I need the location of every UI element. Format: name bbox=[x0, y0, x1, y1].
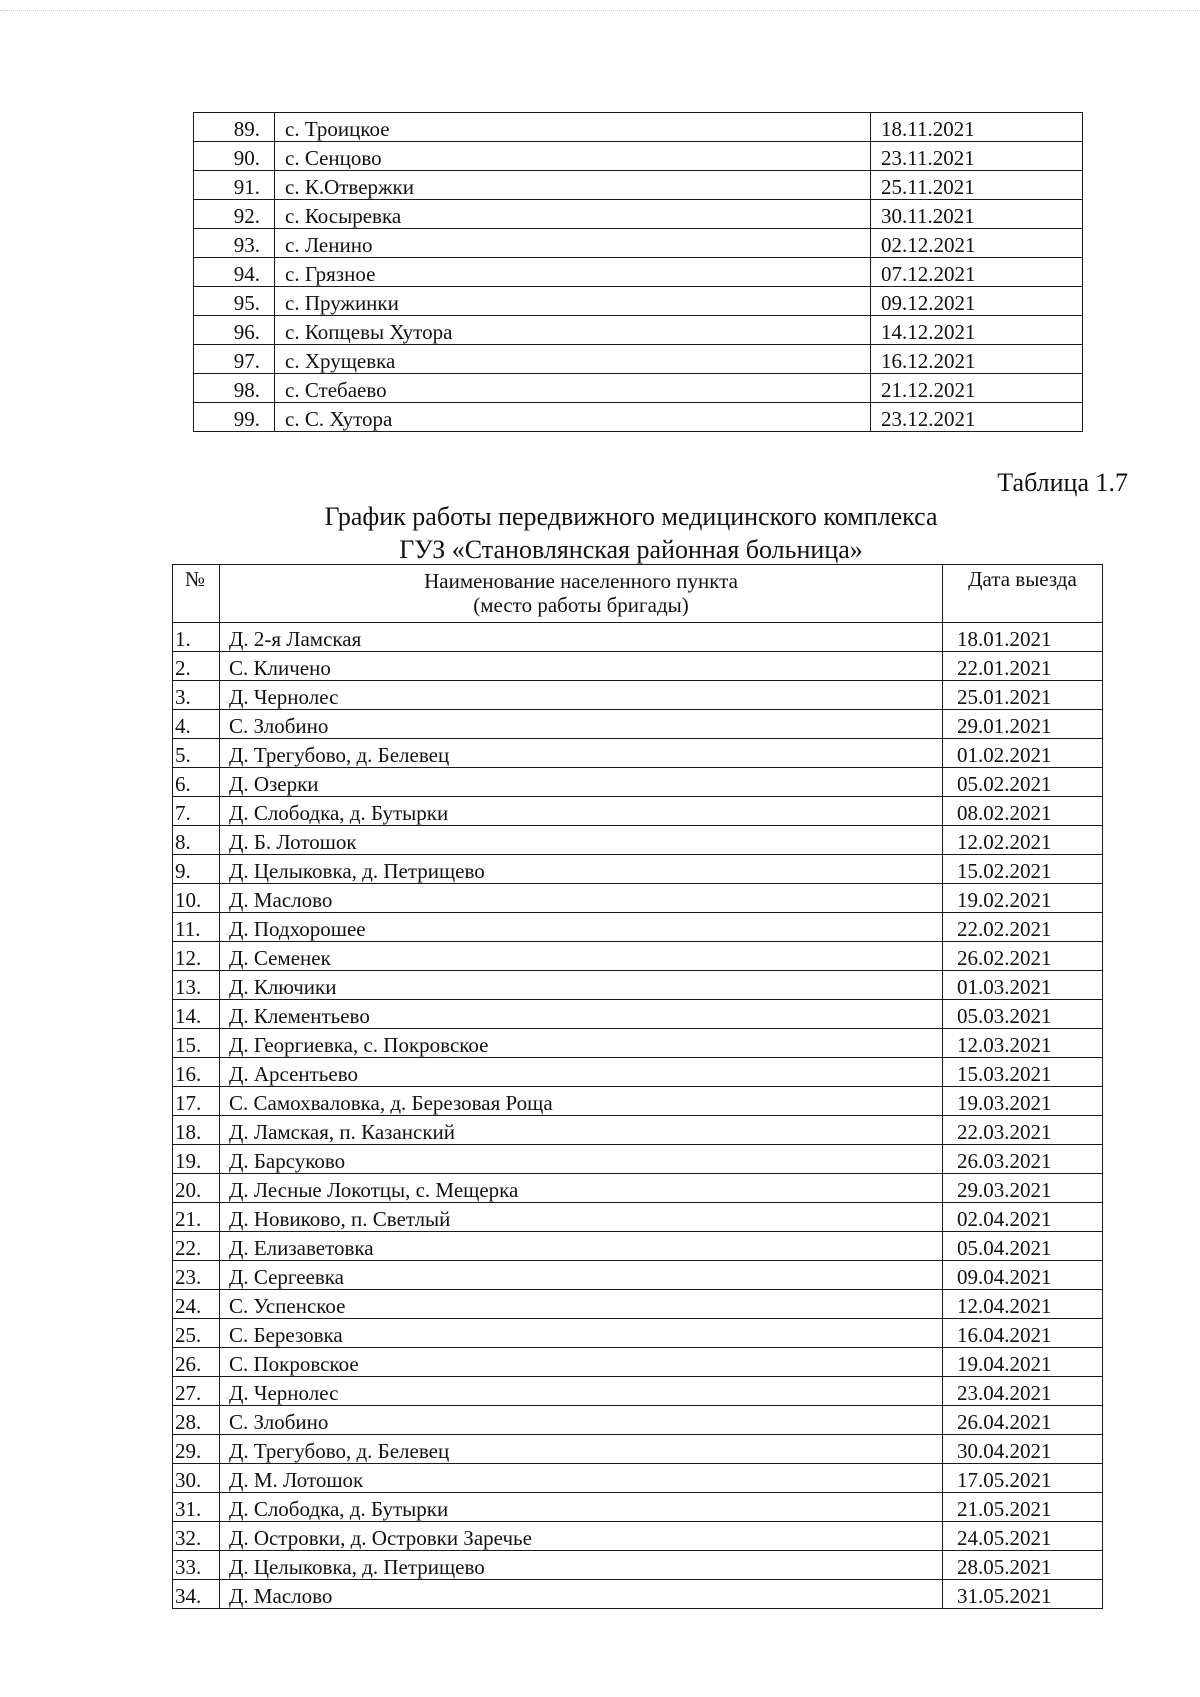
row-number: 21. bbox=[173, 1203, 220, 1232]
departure-date: 12.03.2021 bbox=[943, 1029, 1103, 1058]
departure-date: 26.02.2021 bbox=[943, 942, 1103, 971]
table-row bbox=[173, 913, 1103, 942]
table-number-label: Таблица 1.7 bbox=[997, 468, 1128, 497]
settlement-name: Д. Арсентьево bbox=[220, 1058, 943, 1087]
row-number: 90. bbox=[194, 142, 275, 171]
row-number: 15. bbox=[173, 1029, 220, 1058]
settlement-name: Д. Слободка, д. Бутырки bbox=[220, 797, 943, 826]
column-header-place-line-1: Наименование населенного пункта bbox=[424, 569, 738, 593]
table-row bbox=[173, 942, 1103, 971]
row-number: 10. bbox=[173, 884, 220, 913]
settlement-name: С. Кличено bbox=[220, 652, 943, 681]
settlement-name: Д. Елизаветовка bbox=[220, 1232, 943, 1261]
departure-date: 30.04.2021 bbox=[943, 1435, 1103, 1464]
table-row bbox=[173, 1493, 1103, 1522]
departure-date: 29.01.2021 bbox=[943, 710, 1103, 739]
settlement-name: Д. Клементьево bbox=[220, 1000, 943, 1029]
table-row bbox=[194, 113, 1083, 142]
row-number: 9. bbox=[173, 855, 220, 884]
column-header-place-line-2: (место работы бригады) bbox=[473, 593, 689, 618]
departure-date: 02.04.2021 bbox=[943, 1203, 1103, 1232]
departure-date: 07.12.2021 bbox=[871, 258, 1083, 287]
table-row bbox=[173, 1087, 1103, 1116]
table-row bbox=[194, 287, 1083, 316]
table-row bbox=[173, 1551, 1103, 1580]
settlement-name: с. Сенцово bbox=[275, 142, 871, 171]
column-header-date: Дата выезда bbox=[943, 565, 1103, 623]
row-number: 95. bbox=[194, 287, 275, 316]
departure-date: 01.02.2021 bbox=[943, 739, 1103, 768]
row-number: 22. bbox=[173, 1232, 220, 1261]
row-number: 29. bbox=[173, 1435, 220, 1464]
table-row bbox=[194, 345, 1083, 374]
row-number: 23. bbox=[173, 1261, 220, 1290]
settlement-name: Д. Сергеевка bbox=[220, 1261, 943, 1290]
departure-date: 31.05.2021 bbox=[943, 1580, 1103, 1609]
row-number: 19. bbox=[173, 1145, 220, 1174]
settlement-name: Д. Новиково, п. Светлый bbox=[220, 1203, 943, 1232]
settlement-name: Д. Островки, д. Островки Заречье bbox=[220, 1522, 943, 1551]
table-row bbox=[173, 1348, 1103, 1377]
row-number: 2. bbox=[173, 652, 220, 681]
departure-date: 28.05.2021 bbox=[943, 1551, 1103, 1580]
departure-date: 23.04.2021 bbox=[943, 1377, 1103, 1406]
table-row bbox=[173, 855, 1103, 884]
departure-date: 05.03.2021 bbox=[943, 1000, 1103, 1029]
table-row bbox=[194, 403, 1083, 432]
schedule-table-continued-body bbox=[194, 113, 1083, 432]
departure-date: 15.03.2021 bbox=[943, 1058, 1103, 1087]
row-number: 1. bbox=[173, 623, 220, 652]
row-number: 33. bbox=[173, 1551, 220, 1580]
departure-date: 15.02.2021 bbox=[943, 855, 1103, 884]
row-number: 7. bbox=[173, 797, 220, 826]
departure-date: 21.12.2021 bbox=[871, 374, 1083, 403]
settlement-name: с. Грязное bbox=[275, 258, 871, 287]
departure-date: 29.03.2021 bbox=[943, 1174, 1103, 1203]
row-number: 6. bbox=[173, 768, 220, 797]
settlement-name: Д. Георгиевка, с. Покровское bbox=[220, 1029, 943, 1058]
schedule-table-continued bbox=[193, 112, 1083, 432]
settlement-name: Д. Б. Лотошок bbox=[220, 826, 943, 855]
table-row bbox=[173, 652, 1103, 681]
column-header-place bbox=[220, 565, 943, 623]
settlement-name: Д. Целыковка, д. Петрищево bbox=[220, 855, 943, 884]
departure-date: 19.04.2021 bbox=[943, 1348, 1103, 1377]
departure-date: 12.04.2021 bbox=[943, 1290, 1103, 1319]
settlement-name: С. Самохваловка, д. Березовая Роща bbox=[220, 1087, 943, 1116]
settlement-name: Д. Трегубово, д. Белевец bbox=[220, 1435, 943, 1464]
departure-date: 26.03.2021 bbox=[943, 1145, 1103, 1174]
table-row bbox=[173, 681, 1103, 710]
settlement-name: Д. Ламская, п. Казанский bbox=[220, 1116, 943, 1145]
settlement-name: С. Злобино bbox=[220, 1406, 943, 1435]
table-row bbox=[173, 1290, 1103, 1319]
departure-date: 05.02.2021 bbox=[943, 768, 1103, 797]
departure-date: 02.12.2021 bbox=[871, 229, 1083, 258]
departure-date: 16.04.2021 bbox=[943, 1319, 1103, 1348]
departure-date: 16.12.2021 bbox=[871, 345, 1083, 374]
settlement-name: С. Покровское bbox=[220, 1348, 943, 1377]
table-title-line-2: ГУЗ «Становлянская районная больница» bbox=[399, 535, 863, 564]
table-header-row bbox=[173, 565, 1103, 623]
departure-date: 14.12.2021 bbox=[871, 316, 1083, 345]
settlement-name: с. Копцевы Хутора bbox=[275, 316, 871, 345]
table-row bbox=[173, 1377, 1103, 1406]
row-number: 18. bbox=[173, 1116, 220, 1145]
departure-date: 17.05.2021 bbox=[943, 1464, 1103, 1493]
departure-date: 12.02.2021 bbox=[943, 826, 1103, 855]
departure-date: 18.11.2021 bbox=[871, 113, 1083, 142]
departure-date: 22.02.2021 bbox=[943, 913, 1103, 942]
table-row bbox=[194, 258, 1083, 287]
settlement-name: с. С. Хутора bbox=[275, 403, 871, 432]
departure-date: 24.05.2021 bbox=[943, 1522, 1103, 1551]
settlement-name: Д. Чернолес bbox=[220, 681, 943, 710]
table-row bbox=[194, 374, 1083, 403]
table-row bbox=[194, 200, 1083, 229]
table-row bbox=[173, 1174, 1103, 1203]
row-number: 4. bbox=[173, 710, 220, 739]
row-number: 3. bbox=[173, 681, 220, 710]
table-row bbox=[173, 884, 1103, 913]
row-number: 24. bbox=[173, 1290, 220, 1319]
table-row bbox=[194, 142, 1083, 171]
table-row bbox=[173, 1464, 1103, 1493]
table-row bbox=[173, 739, 1103, 768]
settlement-name: с. Пружинки bbox=[275, 287, 871, 316]
departure-date: 09.12.2021 bbox=[871, 287, 1083, 316]
table-row bbox=[173, 1319, 1103, 1348]
row-number: 32. bbox=[173, 1522, 220, 1551]
settlement-name: с. Троицкое bbox=[275, 113, 871, 142]
row-number: 96. bbox=[194, 316, 275, 345]
table-row bbox=[173, 623, 1103, 652]
row-number: 89. bbox=[194, 113, 275, 142]
row-number: 27. bbox=[173, 1377, 220, 1406]
row-number: 11. bbox=[173, 913, 220, 942]
table-row bbox=[173, 1406, 1103, 1435]
table-row bbox=[173, 971, 1103, 1000]
table-row bbox=[173, 797, 1103, 826]
table-row bbox=[194, 316, 1083, 345]
settlement-name: Д. 2-я Ламская bbox=[220, 623, 943, 652]
mobile-clinic-schedule-table bbox=[172, 564, 1103, 1609]
departure-date: 19.02.2021 bbox=[943, 884, 1103, 913]
settlement-name: Д. Ключики bbox=[220, 971, 943, 1000]
settlement-name: Д. Лесные Локотцы, с. Мещерка bbox=[220, 1174, 943, 1203]
row-number: 12. bbox=[173, 942, 220, 971]
table-row bbox=[173, 1029, 1103, 1058]
departure-date: 23.12.2021 bbox=[871, 403, 1083, 432]
table-title-line-1: График работы передвижного медицинского комплекса bbox=[324, 502, 938, 531]
settlement-name: Д. Маслово bbox=[220, 884, 943, 913]
row-number: 28. bbox=[173, 1406, 220, 1435]
settlement-name: с. К.Отвержки bbox=[275, 171, 871, 200]
row-number: 99. bbox=[194, 403, 275, 432]
settlement-name: с. Стебаево bbox=[275, 374, 871, 403]
row-number: 13. bbox=[173, 971, 220, 1000]
settlement-name: С. Злобино bbox=[220, 710, 943, 739]
settlement-name: Д. Озерки bbox=[220, 768, 943, 797]
row-number: 5. bbox=[173, 739, 220, 768]
settlement-name: С. Березовка bbox=[220, 1319, 943, 1348]
row-number: 25. bbox=[173, 1319, 220, 1348]
settlement-name: Д. Слободка, д. Бутырки bbox=[220, 1493, 943, 1522]
row-number: 93. bbox=[194, 229, 275, 258]
departure-date: 08.02.2021 bbox=[943, 797, 1103, 826]
departure-date: 30.11.2021 bbox=[871, 200, 1083, 229]
row-number: 14. bbox=[173, 1000, 220, 1029]
departure-date: 22.01.2021 bbox=[943, 652, 1103, 681]
departure-date: 09.04.2021 bbox=[943, 1261, 1103, 1290]
departure-date: 25.11.2021 bbox=[871, 171, 1083, 200]
table-row bbox=[173, 710, 1103, 739]
table-row bbox=[173, 1522, 1103, 1551]
settlement-name: Д. Подхорошее bbox=[220, 913, 943, 942]
departure-date: 21.05.2021 bbox=[943, 1493, 1103, 1522]
table-row bbox=[173, 1261, 1103, 1290]
table-row bbox=[173, 1435, 1103, 1464]
departure-date: 19.03.2021 bbox=[943, 1087, 1103, 1116]
row-number: 8. bbox=[173, 826, 220, 855]
departure-date: 18.01.2021 bbox=[943, 623, 1103, 652]
table-row bbox=[194, 171, 1083, 200]
settlement-name: Д. М. Лотошок bbox=[220, 1464, 943, 1493]
departure-date: 01.03.2021 bbox=[943, 971, 1103, 1000]
settlement-name: С. Успенское bbox=[220, 1290, 943, 1319]
settlement-name: Д. Чернолес bbox=[220, 1377, 943, 1406]
table-row bbox=[173, 768, 1103, 797]
table-row bbox=[173, 1232, 1103, 1261]
table-row bbox=[173, 826, 1103, 855]
row-number: 97. bbox=[194, 345, 275, 374]
table-row bbox=[173, 1145, 1103, 1174]
departure-date: 05.04.2021 bbox=[943, 1232, 1103, 1261]
row-number: 16. bbox=[173, 1058, 220, 1087]
departure-date: 25.01.2021 bbox=[943, 681, 1103, 710]
row-number: 91. bbox=[194, 171, 275, 200]
settlement-name: с. Хрущевка bbox=[275, 345, 871, 374]
table-row bbox=[173, 1203, 1103, 1232]
settlement-name: с. Ленино bbox=[275, 229, 871, 258]
table-row bbox=[173, 1000, 1103, 1029]
row-number: 20. bbox=[173, 1174, 220, 1203]
row-number: 94. bbox=[194, 258, 275, 287]
page-top-edge bbox=[0, 10, 1200, 11]
row-number: 98. bbox=[194, 374, 275, 403]
row-number: 31. bbox=[173, 1493, 220, 1522]
row-number: 17. bbox=[173, 1087, 220, 1116]
settlement-name: Д. Барсуково bbox=[220, 1145, 943, 1174]
settlement-name: Д. Целыковка, д. Петрищево bbox=[220, 1551, 943, 1580]
departure-date: 22.03.2021 bbox=[943, 1116, 1103, 1145]
departure-date: 23.11.2021 bbox=[871, 142, 1083, 171]
table-row bbox=[194, 229, 1083, 258]
settlement-name: Д. Семенек bbox=[220, 942, 943, 971]
settlement-name: Д. Маслово bbox=[220, 1580, 943, 1609]
row-number: 26. bbox=[173, 1348, 220, 1377]
column-header-number: № bbox=[173, 565, 220, 623]
settlement-name: с. Косыревка bbox=[275, 200, 871, 229]
settlement-name: Д. Трегубово, д. Белевец bbox=[220, 739, 943, 768]
row-number: 92. bbox=[194, 200, 275, 229]
table-row bbox=[173, 1058, 1103, 1087]
mobile-clinic-schedule-body bbox=[173, 623, 1103, 1609]
table-row bbox=[173, 1580, 1103, 1609]
row-number: 34. bbox=[173, 1580, 220, 1609]
departure-date: 26.04.2021 bbox=[943, 1406, 1103, 1435]
table-row bbox=[173, 1116, 1103, 1145]
row-number: 30. bbox=[173, 1464, 220, 1493]
